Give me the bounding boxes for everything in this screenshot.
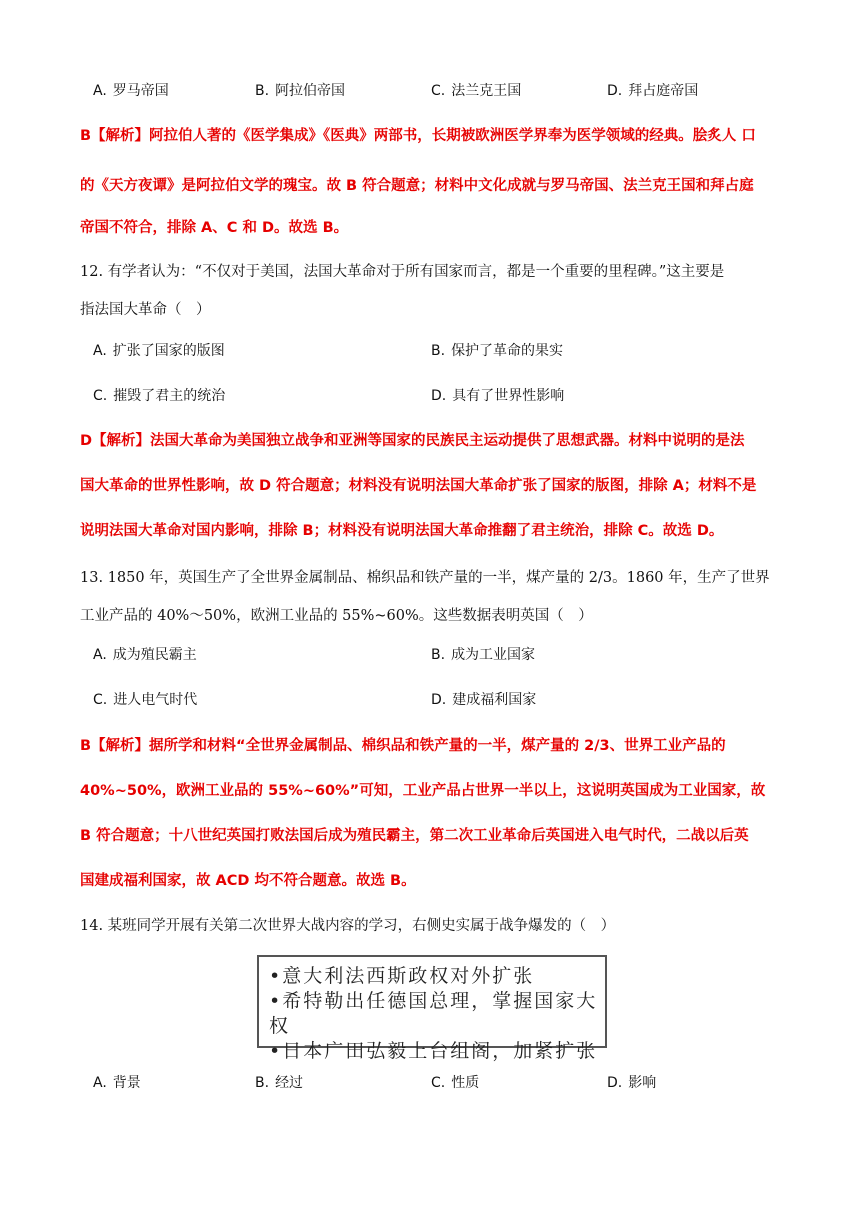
option-letter: C. (93, 388, 108, 404)
q12-answer-line: 国大革命的世界性影响，故 D 符合题意；材料没有说明法国大革命扩张了国家的版图，排除 A；材料不是 (80, 478, 757, 494)
option-letter: D. (431, 388, 447, 404)
q13-option-d[interactable] (431, 689, 536, 709)
option-letter: D. (607, 83, 623, 99)
q12-answer-line: 说明法国大革命对国内影响，排除 B；材料没有说明法国大革命推翻了君主统治，排除 C。故选 D。 (80, 523, 724, 539)
option-text: 建成福利国家 (452, 692, 537, 708)
q11-answer-line: B【解析】阿拉伯人著的《医学集成》《医典》两部书，长期被欧洲医学界奉为医学领域的经典。脍炙人 口 (80, 128, 756, 144)
option-text: 拜占庭帝国 (628, 83, 699, 99)
option-letter: B. (431, 647, 446, 663)
option-text: 扩张了国家的版图 (112, 343, 225, 359)
q14-box-line: •意大利法西斯政权对外扩张 (269, 965, 535, 987)
q11-answer-line: 帝国不符合，排除 A、C 和 D。故选 B。 (80, 220, 349, 236)
q12-option-c[interactable] (93, 385, 225, 405)
q11-option-b[interactable] (255, 80, 345, 100)
option-text: 保护了革命的果实 (451, 343, 564, 359)
q14-option-a[interactable] (93, 1072, 141, 1092)
q14-box-line: •日本广田弘毅上台组阁，加紧扩张 (269, 1040, 598, 1062)
q11-answer-line: 的《天方夜谭》是阿拉伯文学的瑰宝。故 B 符合题意；材料中文化成就与罗马帝国、法兰克王国和拜占庭 (80, 178, 754, 194)
q14-stem: 14. 某班同学开展有关第二次世界大战内容的学习，右侧史实属于战争爆发的（ ） (80, 918, 616, 934)
q13-option-a[interactable] (93, 644, 197, 664)
option-text: 成为殖民霸主 (112, 647, 197, 663)
q13-option-c[interactable] (93, 689, 197, 709)
q13-option-b[interactable] (431, 644, 535, 664)
option-letter: B. (255, 1075, 270, 1091)
option-text: 经过 (275, 1075, 304, 1091)
option-text: 进人电气时代 (113, 692, 198, 708)
q12-stem-line: 12. 有学者认为：“不仅对于美国，法国大革命对于所有国家而言，都是一个重要的里程碑。”这主要是 (80, 264, 725, 280)
q13-stem-line: 工业产品的 40%～50%，欧洲工业品的 55%~60%。这些数据表明英国（ ） (80, 608, 593, 624)
option-letter: D. (431, 692, 447, 708)
q13-answer-line: B【解析】据所学和材料“全世界金属制品、棉织品和铁产量的一半，煤产量的 2/3、世界工业产品的 (80, 738, 726, 754)
q13-answer-line: 国建成福利国家，故 ACD 均不符合题意。故选 B。 (80, 873, 416, 889)
q11-option-c[interactable] (431, 80, 521, 100)
option-letter: A. (93, 343, 107, 359)
option-letter: C. (431, 83, 446, 99)
q12-option-a[interactable] (93, 340, 225, 360)
q12-answer-line: D【解析】法国大革命为美国独立战争和亚洲等国家的民族民主运动提供了思想武器。材料中说明的是法 (80, 433, 745, 449)
q14-box-line: •希特勒出任德国总理，掌握国家大权 (269, 990, 598, 1037)
q14-option-c[interactable] (431, 1072, 479, 1092)
q14-option-b[interactable] (255, 1072, 303, 1092)
q12-stem-line: 指法国大革命（ ） (80, 302, 211, 318)
q13-stem-line: 13. 1850 年，英国生产了全世界金属制品、棉织品和铁产量的一半，煤产量的 2/3。1860 年，生产了世界 (80, 570, 770, 586)
option-letter: A. (93, 1075, 107, 1091)
option-text: 具有了世界性影响 (452, 388, 565, 404)
option-letter: C. (431, 1075, 446, 1091)
option-letter: B. (255, 83, 270, 99)
option-text: 背景 (112, 1075, 141, 1091)
option-text: 阿拉伯帝国 (275, 83, 346, 99)
q13-answer-line: B 符合题意；十八世纪英国打败法国后成为殖民霸主，第二次工业革命后英国进入电气时代，二战以后英 (80, 828, 749, 844)
option-letter: A. (93, 647, 107, 663)
q13-answer-line: 40%~50%，欧洲工业品的 55%~60%”可知，工业产品占世界一半以上，这说明英国成为工业国家，故 (80, 783, 766, 799)
q14-option-d[interactable] (607, 1072, 656, 1092)
q12-option-d[interactable] (431, 385, 564, 405)
q14-source-box (257, 955, 607, 1062)
option-letter: D. (607, 1075, 623, 1091)
option-text: 成为工业国家 (451, 647, 536, 663)
option-letter: B. (431, 343, 446, 359)
option-text: 摧毁了君主的统治 (113, 388, 226, 404)
option-text: 影响 (628, 1075, 657, 1091)
option-text: 性质 (451, 1075, 480, 1091)
option-letter: C. (93, 692, 108, 708)
option-text: 罗马帝国 (112, 83, 169, 99)
option-letter: A. (93, 83, 107, 99)
q12-option-b[interactable] (431, 340, 563, 360)
q11-option-d[interactable] (607, 80, 698, 100)
option-text: 法兰克王国 (451, 83, 522, 99)
q11-option-a[interactable] (93, 80, 169, 100)
